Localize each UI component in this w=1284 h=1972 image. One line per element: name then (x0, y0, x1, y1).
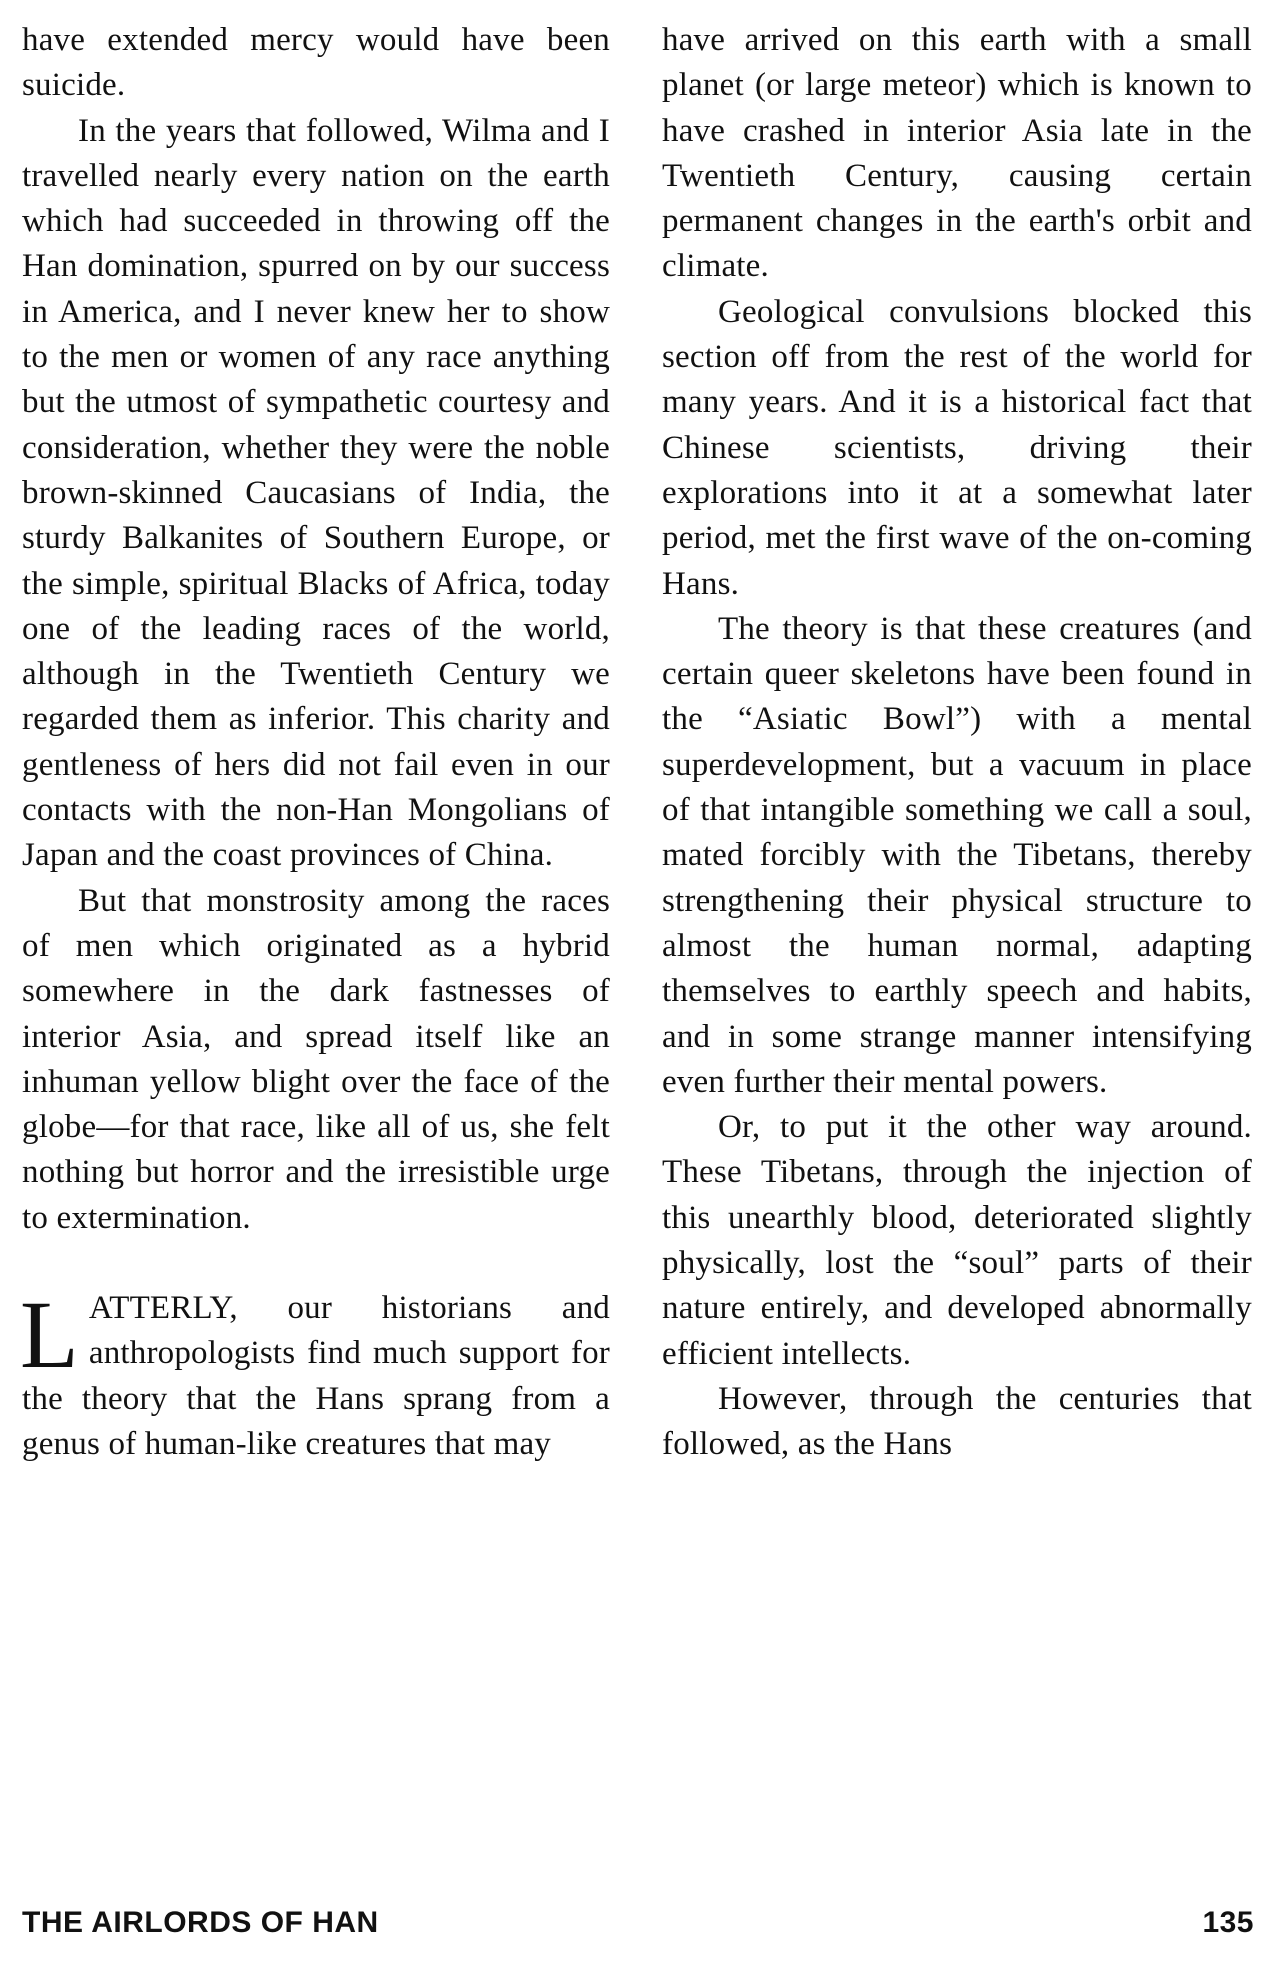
running-title: THE AIRLORDS OF HAN (22, 1906, 379, 1939)
page-footer (22, 1906, 1254, 1956)
paragraph-continuation: have extended mercy would have been suicide. (22, 22, 610, 104)
right-column (662, 18, 1252, 1468)
section-break (22, 1241, 610, 1286)
paragraph-however: However, through the centuries that followed, as the Hans (662, 1380, 1252, 1463)
paragraph-latterly (20, 1281, 610, 1467)
paragraph-monstrosity: But that monstrosity among the races of men which originated as a hybrid somewhere in the dark fastnesses of interior Asia, and spread itself like an inhuman yellow blight over the face of the globe—for that race, like all of us, she felt nothing but horror and the irresistible urge to extermination. (22, 882, 610, 1236)
left-column (22, 18, 610, 1467)
drop-cap-letter: L (20, 1281, 79, 1389)
paragraph-other-way: Or, to put it the other way around. These Tibetans, through the injection of this unearthly blood, deteriorated slightly physically, lost the “soul” parts of their nature entirely, and developed abnormally efficient intellects. (662, 1109, 1252, 1372)
paragraph-theory: The theory is that these creatures (and certain queer skeletons have been found in the “Asiatic Bowl”) with a mental superdevelopment, but a vacuum in place of that intangible something we call a soul, mated forcibly with the Tibetans, thereby strengthening their physical structure to almost the human normal, adapting themselves to earthly speech and habits, and in some strange manner intensifying even further their mental powers. (662, 610, 1252, 1100)
paragraph-geological: Geological convulsions blocked this section off from the rest of the world for many years. And it is a historical fact that Chinese scientists, driving their explorations into it at a somewhat later period, met the first wave of the on-coming Hans. (662, 293, 1252, 602)
paragraph-travels: In the years that followed, Wilma and I travelled nearly every nation on the earth which had succeeded in throwing off the Han domination, spurred on by our success in America, and I never knew her to show to the men or women of any race anything but the utmost of sympathetic courtesy and consideration, whether they were the noble brown-skinned Caucasians of India, the sturdy Balkanites of Southern Europe, or the simple, spiritual Blacks of Africa, today one of the leading races of the world, although in the Twentieth Century we regarded them as inferior. This charity and gentleness of hers did not fail even in our contacts with the non-Han Mongolians of Japan and the coast provinces of China. (22, 112, 610, 874)
paragraph-latterly-text: ATTERLY, our historians and anthropologists find much support for the theory that the Hans sprang from a genus of human-like creatures that may (22, 1290, 610, 1462)
paragraph-meteor: have arrived on this earth with a small planet (or large meteor) which is known to have crashed in interior Asia late in the Twentieth Century, causing certain permanent changes in the earth's orbit and climate. (662, 22, 1252, 285)
page-number: 135 (1202, 1906, 1254, 1939)
